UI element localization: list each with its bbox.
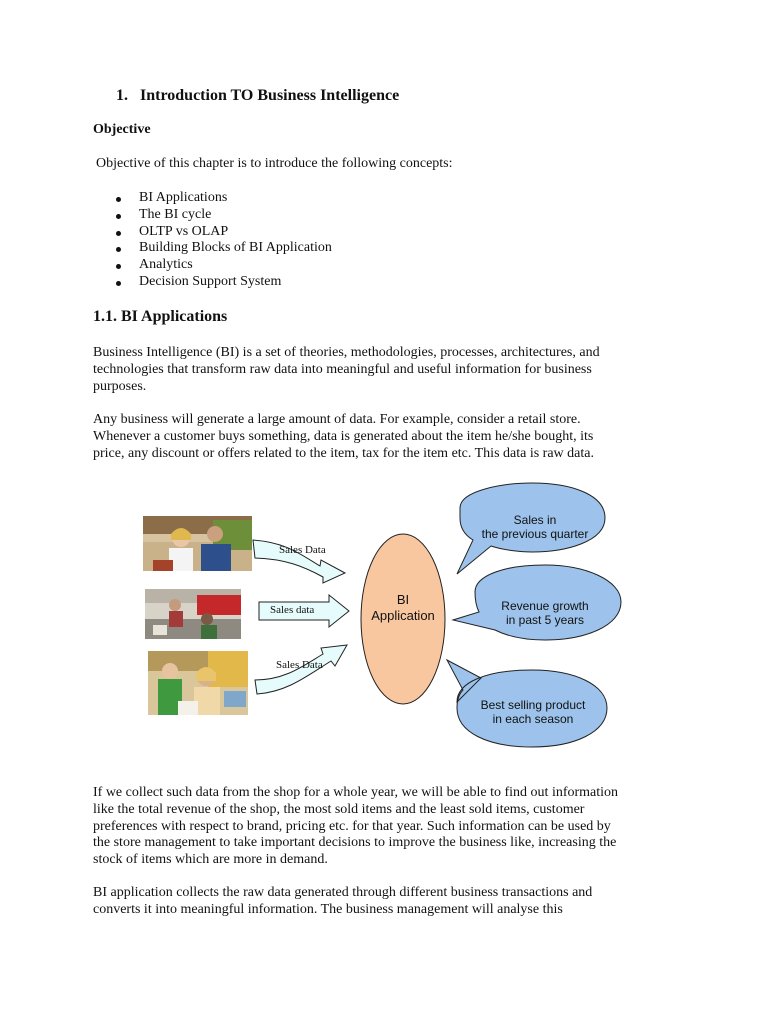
list-item: BI Applications	[112, 190, 332, 207]
bullet-icon	[116, 281, 121, 286]
paragraph-yearly-data: If we collect such data from the shop for a whole year, we will be able to find out information like the total revenue of the shop, the most sold items and the least sold items, customer preferences with respect to brand, pricing etc. for that year. Such information can be used by the store management to take important decisions to improve the business like, increasing the stock of items which are more in demand.	[93, 785, 619, 868]
bubble-label-top: Sales in the previous quarter	[481, 513, 589, 541]
list-item: OLTP vs OLAP	[112, 224, 332, 241]
bullet-icon	[116, 197, 121, 202]
bi-application-diagram	[135, 480, 635, 770]
paragraph-raw-data: Any business will generate a large amount of data. For example, consider a retail store. Whenever a customer buys something, data is generated about the item he/she bought, its price, any discount or offers related to the item, tax for the item etc. This data is raw data.	[93, 412, 594, 461]
list-item: Analytics	[112, 257, 332, 274]
bullet-icon	[116, 231, 121, 236]
paragraph-bi-definition: Business Intelligence (BI) is a set of theories, methodologies, processes, architectures, and technologies that transform raw data into meaningful and useful information for business purposes.	[93, 345, 600, 394]
bullet-icon	[116, 264, 121, 269]
arrow-label-middle: Sales data	[270, 604, 315, 616]
bullet-icon	[116, 214, 121, 219]
arrow-label-top: Sales Data	[279, 544, 326, 556]
chapter-heading	[116, 87, 399, 105]
concept-list	[112, 190, 332, 291]
objective-label: Objective	[93, 122, 151, 137]
bubble-label-middle: Revenue growth in past 5 years	[501, 599, 589, 627]
chapter-number: 1.	[116, 87, 128, 104]
chapter-title: Introduction TO Business Intelligence	[140, 87, 400, 104]
objective-intro: Objective of this chapter is to introduce the following concepts:	[96, 156, 453, 171]
bullet-icon	[116, 247, 121, 252]
list-item: Building Blocks of BI Application	[112, 240, 332, 257]
section-heading: 1.1. BI Applications	[93, 308, 228, 325]
paragraph-bi-application: BI application collects the raw data generated through different business transactions and converts it into meaningful information. The business management will analyse this	[93, 885, 593, 917]
bi-application-label: BI Application	[371, 592, 435, 623]
bubble-label-bottom: Best selling product in each season	[480, 698, 586, 726]
list-item: The BI cycle	[112, 207, 332, 224]
arrow-label-bottom: Sales Data	[276, 659, 323, 671]
list-item: Decision Support System	[112, 274, 332, 291]
